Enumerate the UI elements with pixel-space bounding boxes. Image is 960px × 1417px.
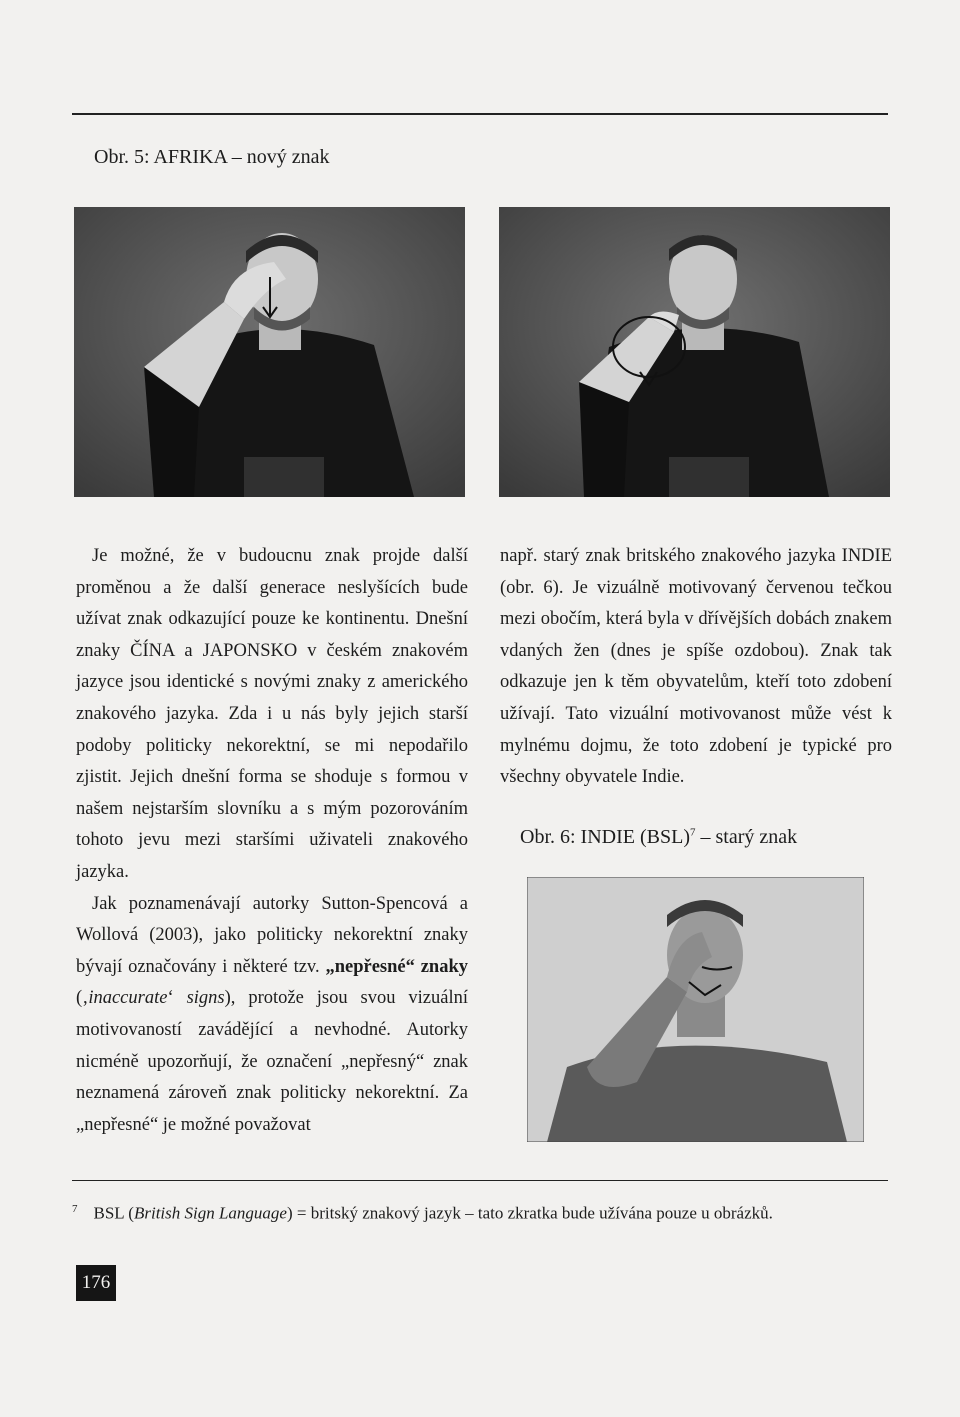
left-paragraph-2: Jak poznamenávají autorky Sutton-Spencová a Wollová (2003), jako politicky nekorektní znaky bývají označovány i některé tzv. „nepřesné“ znaky (‚inaccurate‘ signs), protože jsou svou vizuální motivovaností zavádějící a nevhodné. Autorky nicméně upozorňují, že označení „nepřesný“ znak neznamená zároveň znak politicky nekorektní. Za „nepřesné“ je možné považovat (76, 893, 469, 1135)
figure-6-caption: Obr. 6: INDIE (BSL)$^7$ – starý znak (520, 826, 798, 848)
inaccurate-signs-term: „nepřesné“ znaky (325, 956, 469, 977)
right-paragraph: např. starý znak britského znakového jazyka INDIE (obr. 6). Je vizuálně motivovaný červenou tečkou mezi obočím, která byla v dřívějších dobách znakem vdaných žen (dnes je spíše ozdobou). Znak tak odkazuje jen k těm obyvatelům, kteří toto zdobení užívají. Tato vizuální motivovanost může vést k mylnému dojmu, že toto zdobení je typické pro všechny obyvatele Indie. (500, 546, 892, 788)
figure-6-photo (527, 877, 864, 1142)
right-text-column (500, 541, 892, 794)
top-rule (72, 113, 888, 115)
left-text-column (76, 541, 468, 1141)
footnote: $^7$ BSL (British Sign Language) = britský znakový jazyk – tato zkratka bude užívána pouze u obrázků. (72, 1203, 773, 1223)
left-paragraph-1: Je možné, že v budoucnu znak projde další proměnou a že další generace neslyšících bude užívat znak odkazující pouze ke kontinentu. Dnešní znaky ČÍNA a JAPONSKO v českém znakovém jazyce jsou identické s novými znaky z amerického znakového jazyka. Zda i u nás byly jejich starší podoby politicky nekorektní, se mi nepodařilo zjistit. Jejich dnešní forma se shoduje s formou v našem nejstarším slovníku a s mým pozorováním tohoto jevu mezi staršími uživateli znakového jazyka. (76, 546, 468, 882)
page-number: 176 (76, 1265, 116, 1301)
figure-5-photo-left (74, 207, 465, 497)
figure-5-photo-right (499, 207, 890, 497)
footnote-rule (72, 1180, 888, 1181)
figure-5-caption: Obr. 5: AFRIKA – nový znak (94, 146, 330, 168)
footnote-mark: 7 (72, 1203, 78, 1215)
